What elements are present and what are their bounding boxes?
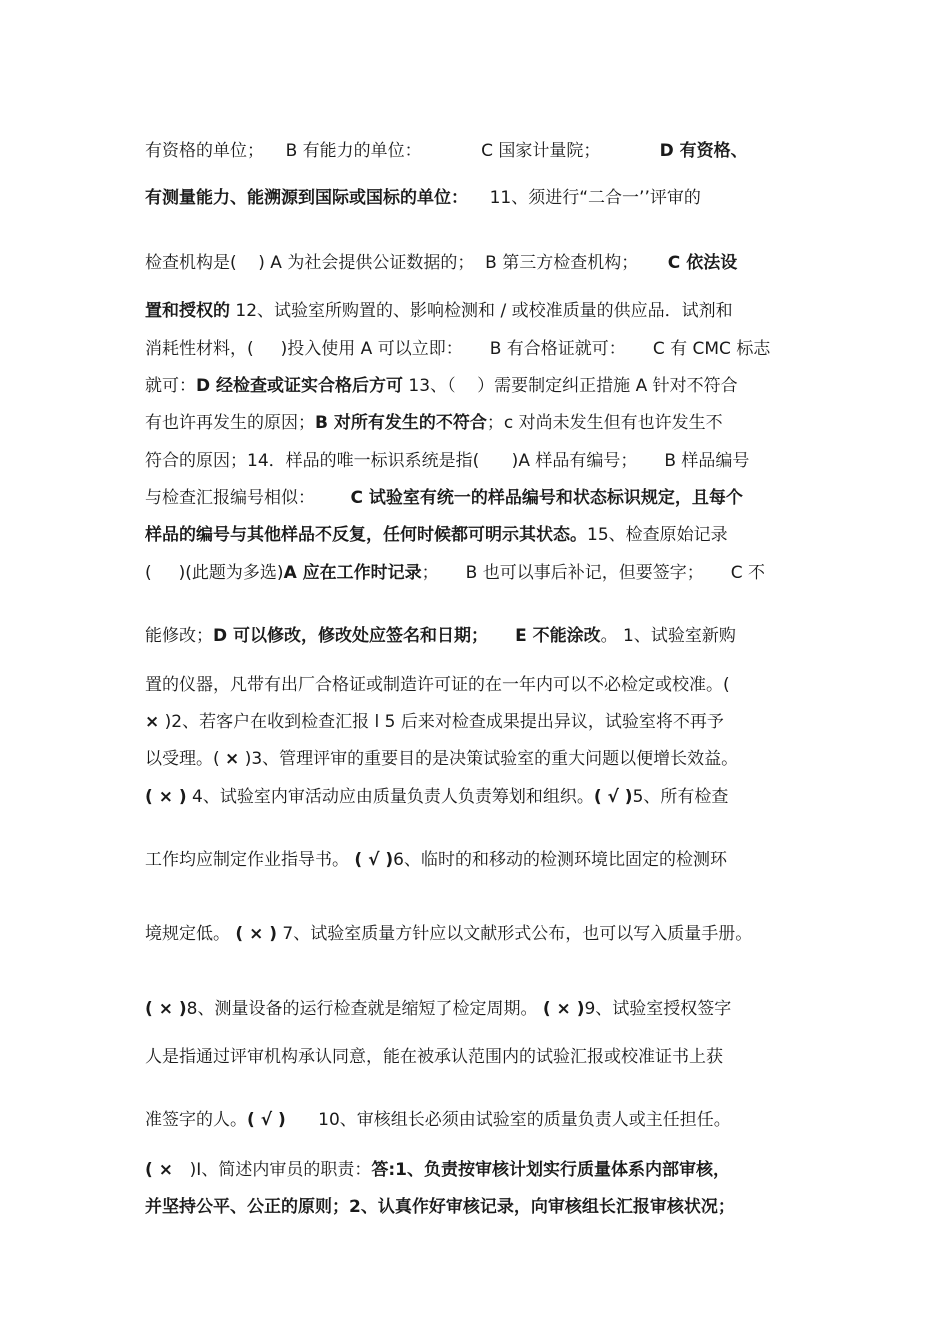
text-segment: 9、试验室授权签字 [584,999,732,1019]
text-segment: 。 1、试验室新购 [600,626,736,646]
text-line [145,251,737,275]
text-segment-bold: ( √ ) [247,1110,286,1130]
text-segment: )3、管理评审的重要目的是决策试验室的重大问题以便增长效益。 [239,749,739,769]
text-segment-bold: D 经检查或证实合格后方可 [196,376,404,396]
text-segment-bold: D 有资格、 [600,141,748,161]
text-segment-bold: 置和授权的 [145,301,230,321]
text-line [145,922,752,946]
text-segment-bold: 样品的编号与其他样品不反复，任何时候都可明示其状态。 [145,525,587,545]
text-segment: 12、试验室所购置的、影响检测和 / 或校准质量的供应品．试剂和 [230,301,733,321]
text-line [145,374,738,398]
text-segment-bold: 并坚持公平、公正的原则；2、认真作好审核记录，向审核组长汇报审核状况； [145,1197,735,1217]
text-segment: 消耗性材料，( )投入使用 A 可以立即： B 有合格证就可： C 有 CMC 标志 [145,339,771,359]
text-segment-bold: ( √ ) [354,850,394,870]
text-segment: 符合的原因；14．样品的唯一标识系统是指( )A 样品有编号； B 样品编号 [145,451,750,471]
text-line [145,1158,730,1182]
text-segment-bold: ( × [145,1160,179,1180]
text-line [145,299,733,323]
text-segment: ； B 也可以事后补记，但要签字； C 不 [421,563,766,583]
text-line [145,139,748,163]
text-segment: )2、若客户在收到检查汇报 l 5 后来对检查成果提出异议，试验室将不再予 [159,712,724,732]
text-line [145,848,727,872]
text-segment-bold: E 不能涂改 [515,626,601,646]
text-segment: 有也许再发生的原因； [145,413,315,433]
text-segment: 15、检查原始记录 [587,525,728,545]
text-segment: 置的仪器，凡带有出厂合格证或制造许可证的在一年内可以不必检定或校准。( [145,675,730,695]
text-segment: B 有能力的单位： [264,141,422,161]
text-segment: 与检查汇报编号相似： [145,488,315,508]
text-segment-bold: × [145,712,160,732]
text-line [145,449,749,473]
text-segment: C 国家计量院； [421,141,601,161]
text-line [145,673,730,697]
text-segment-bold: ( × ) [145,999,187,1019]
text-segment: 准签字的人。 [145,1110,247,1130]
text-segment: ；c 对尚未发生但有也许发生不 [486,413,723,433]
text-segment: 7、试验室质量方针应以文献形式公布，也可以写入质量手册。 [277,924,753,944]
text-segment-bold: A 应在工作时记录 [283,563,422,583]
text-line [145,1108,731,1132]
text-segment-bold: ( × ) [542,999,585,1019]
text-segment: )Ⅰ、简述内审员的职责： [178,1160,372,1180]
text-segment: 人是指通过评审机构承认同意，能在被承认范围内的试验汇报或校准证书上获 [145,1047,723,1067]
text-line [145,186,701,210]
text-segment: 6、临时的和移动的检测环境比固定的检测环 [393,850,727,870]
text-segment: 境规定低。 [145,924,236,944]
text-segment: 5、所有检查 [632,787,729,807]
text-line [145,561,765,585]
text-line [145,1195,735,1219]
text-line [145,523,728,547]
text-segment: 11、须进行“二合一’’评审的 [468,188,701,208]
text-segment: 10、审核组长必须由试验室的质量负责人或主任担任。 [285,1110,731,1130]
text-segment [488,626,515,646]
text-line [145,710,724,734]
text-line [145,486,743,510]
text-segment: 检查机构是( ) A 为社会提供公证数据的； B 第三方检查机构； [145,253,639,273]
text-segment: 8、测量设备的运行检查就是缩短了检定周期。 [186,999,543,1019]
text-segment-bold: C 试验室有统一的样品编号和状态标识规定，且每个 [315,488,743,508]
text-segment-bold: B 对所有发生的不符合 [315,413,487,433]
text-line [145,997,731,1021]
text-segment: 4、试验室内审活动应由质量负责人负责筹划和组织。 [186,787,594,807]
text-segment-bold: × [225,749,240,769]
text-segment: 能修改； [145,626,213,646]
text-segment: 工作均应制定作业指导书。 [145,850,355,870]
text-segment: ( )(此题为多选) [145,563,284,583]
text-segment-bold: 答:1、负责按审核计划实行质量体系内部审核， [371,1160,730,1180]
text-segment: 以受理。( [145,749,226,769]
text-segment-bold: ( × ) [235,924,278,944]
text-line [145,337,770,361]
text-segment-bold: ( × ) [145,787,187,807]
text-segment: 就可： [145,376,196,396]
text-segment: 有资格的单位； [145,141,264,161]
text-line [145,1045,723,1069]
text-line [145,747,738,771]
text-line [145,624,736,648]
text-segment-bold: C 依法设 [638,253,738,273]
text-line [145,411,723,435]
text-segment-bold: ( √ ) [593,787,633,807]
text-line [145,785,728,809]
text-segment-bold: D 可以修改，修改处应签名和日期； [213,626,489,646]
text-segment: 13、（ ）需要制定纠正措施 A 针对不符合 [403,376,738,396]
text-segment-bold: 有测量能力、能溯源到国际或国标的单位： [145,188,468,208]
